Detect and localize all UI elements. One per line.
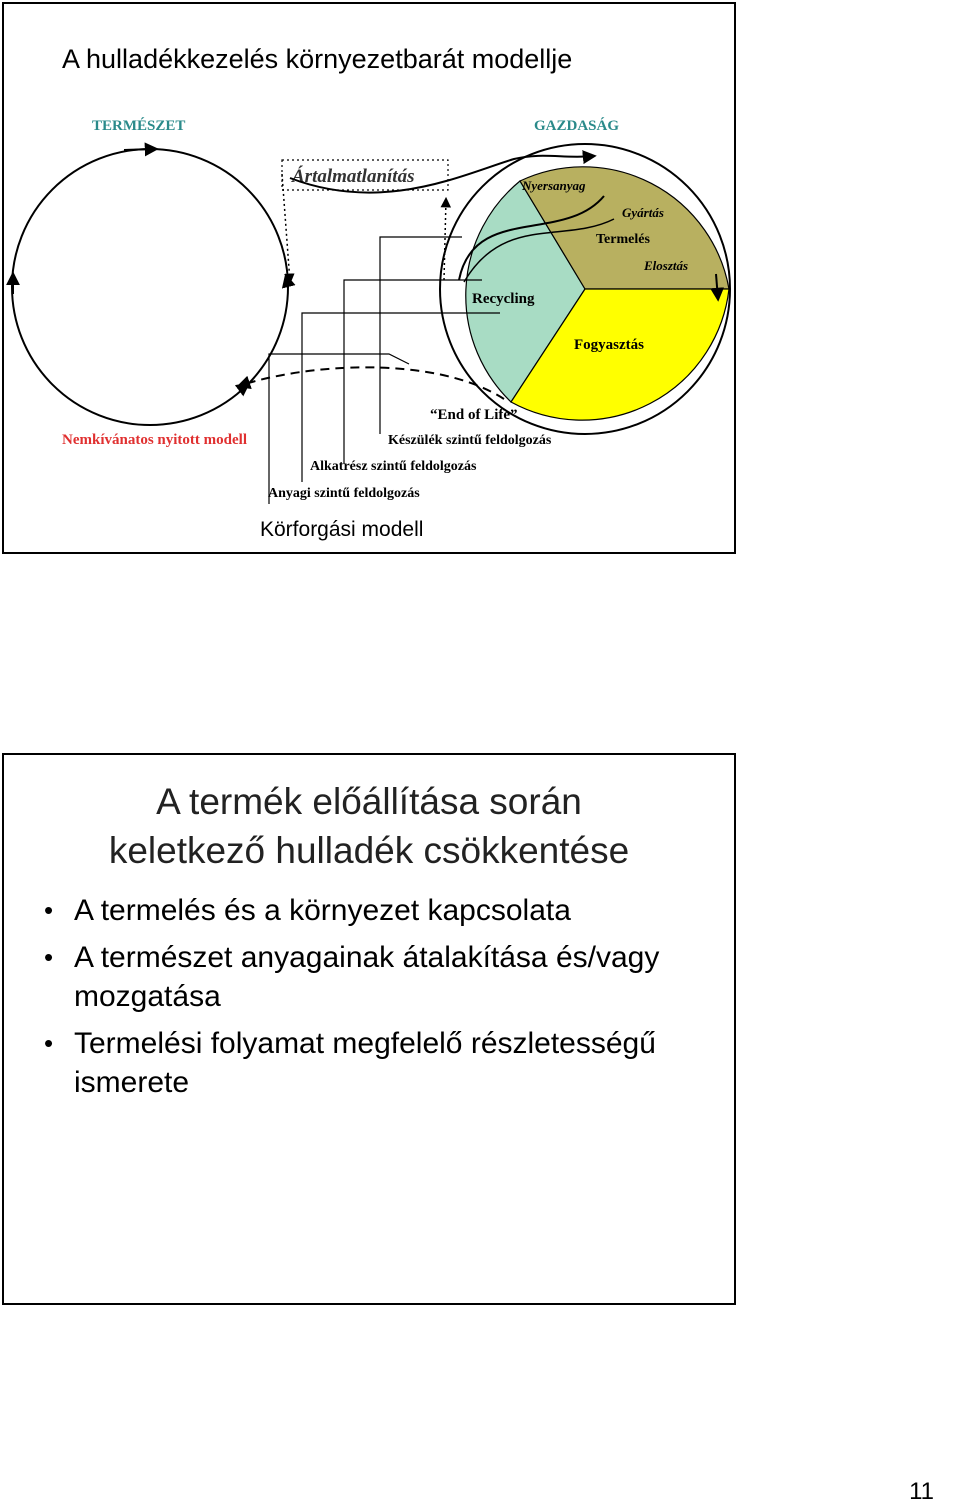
bullet-dot-icon: •: [44, 942, 54, 972]
level-line-1: [380, 237, 462, 434]
bullet-list: [44, 891, 674, 1110]
bullet-item: [44, 891, 674, 930]
device-level-label: Készülék szintű feldolgozás: [388, 433, 552, 448]
nature-label: TERMÉSZET: [92, 118, 186, 134]
neutralization-label: Ártalmatlanítás: [292, 166, 415, 187]
economy-label: GAZDASÁG: [534, 118, 620, 134]
slide-title: A hulladékkezelés környezetbarát modellje: [62, 44, 573, 74]
recycling-label: Recycling: [472, 291, 535, 307]
title-line-1: A termék előállítása során: [156, 781, 582, 822]
end-of-life-label: “End of Life”: [430, 407, 518, 423]
page-number: 11: [909, 1478, 934, 1505]
consumption-label: Fogyasztás: [574, 337, 644, 353]
level-line-4: [269, 354, 409, 504]
bullet-text: A termelés és a környezet kapcsolata: [74, 894, 571, 927]
material-level-label: Anyagi szintű feldolgozás: [268, 486, 420, 501]
bullet-item: [44, 938, 674, 1016]
bullet-text: Termelési folyamat megfelelő részletességű ismerete: [74, 1027, 656, 1099]
neutralization-arrow-up: [444, 199, 446, 280]
open-model-arc: [239, 367, 504, 399]
nature-arrow-bottom: [244, 384, 248, 387]
nature-arrow-right: [286, 276, 287, 280]
slide-title: [4, 777, 734, 875]
bullet-item: [44, 1024, 674, 1102]
slide-2: [2, 753, 736, 1305]
level-line-3: [302, 313, 500, 482]
bullet-text: A természet anyagainak átalakítása és/vagy mozgatása: [74, 941, 660, 1013]
bullet-dot-icon: •: [44, 1028, 54, 1058]
component-level-label: Alkatrész szintű feldolgozás: [310, 459, 477, 474]
diagram-caption: Körforgási modell: [260, 518, 424, 541]
distribution-label: Elosztás: [644, 258, 689, 273]
open-model-label: Nemkívánatos nyitott modell: [62, 432, 247, 448]
circular-model-diagram: [4, 104, 734, 514]
nature-circle: [12, 149, 288, 425]
slide-1: [2, 2, 736, 554]
bullet-dot-icon: •: [44, 895, 54, 925]
raw-material-label: Nyersanyag: [522, 178, 586, 193]
manufacturing-label: Gyártás: [622, 205, 664, 220]
production-label: Termelés: [596, 232, 650, 247]
title-line-2: keletkező hulladék csökkentése: [108, 830, 630, 871]
nature-arrow-top: [124, 149, 156, 150]
